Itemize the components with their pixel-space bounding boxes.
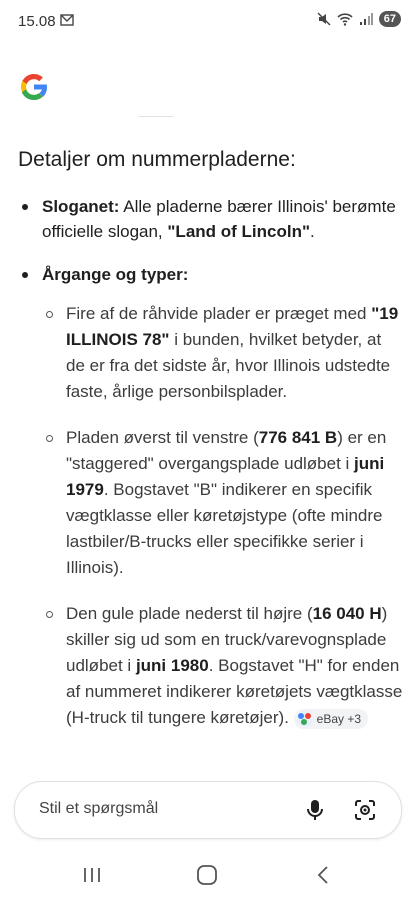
sub2-text-2: ) er en "staggered" overgangsplade udløbet i: [66, 428, 387, 473]
slogan-quote: "Land of Lincoln": [167, 222, 311, 241]
back-icon[interactable]: [312, 864, 336, 886]
sub1-bold-1: "19 ILLINOIS 78": [66, 304, 399, 349]
sub1-text-2: i bunden, hvilket betyder, at de er fra det sidste år, hvor Illinois udstedte faste, årlige personbilsplader.: [66, 330, 391, 401]
home-icon[interactable]: [195, 864, 219, 886]
status-bar: [0, 0, 415, 44]
scroll-fade: [0, 760, 415, 780]
years-label: Årgange og typer:: [42, 265, 189, 284]
sub2-text-3: . Bogstavet "B" indikerer en specifik vægtklasse eller køretøjstype (ofte mindre lastbiler/B-trucks eller specifikke serier i Illinois).: [66, 480, 383, 577]
sub-item-yellow-plate: [42, 601, 403, 731]
sub3-bold-2: juni 1980: [135, 656, 209, 675]
drag-handle-divider: [138, 116, 174, 117]
recent-apps-icon[interactable]: [80, 864, 104, 886]
answer-heading: Detaljer om nummerpladerne:: [18, 148, 296, 171]
signal-icon: [358, 11, 374, 27]
sub2-bold-1: 776 841 B: [258, 428, 338, 447]
list-item-years: [18, 262, 403, 731]
source-favicon-icon: [297, 711, 313, 727]
google-logo-icon[interactable]: [17, 70, 51, 104]
mail-icon: [60, 14, 74, 26]
battery-indicator: 67: [379, 11, 401, 27]
source-chip[interactable]: [294, 709, 368, 729]
mute-icon: [316, 11, 332, 27]
sub-item-white-plates: [42, 301, 403, 405]
sub-list: [42, 301, 403, 731]
sub3-text-3: . Bogstavet "H" for enden af nummeret indikerer køretøjets vægtklasse (H-truck til tungere køretøjer).: [66, 656, 403, 727]
bullet-list: [18, 194, 403, 731]
microphone-icon[interactable]: [304, 798, 326, 822]
sub1-text-1: Fire af de råhvide plader er præget med: [66, 304, 372, 323]
system-nav-bar: [0, 850, 415, 900]
clock: 15.08: [18, 13, 56, 30]
sub3-text-2: ) skiller sig ud som en truck/varevognsplade udløbet i: [66, 604, 388, 675]
slogan-end: .: [310, 222, 315, 241]
sub3-text-1: Den gule plade nederst til højre (: [66, 604, 313, 623]
wifi-icon: [337, 11, 353, 27]
slogan-label: Sloganet:: [42, 197, 120, 216]
sub2-bold-2: juni 1979: [66, 454, 385, 499]
ask-input-placeholder[interactable]: Stil et spørgsmål: [39, 800, 159, 817]
status-icons: [316, 11, 401, 27]
ask-input-bar[interactable]: [14, 781, 402, 839]
sub-item-top-left-plate: [42, 425, 403, 581]
google-lens-icon[interactable]: [353, 798, 377, 822]
source-chip-label: eBay +3: [316, 711, 362, 726]
list-item-slogan: [18, 194, 403, 244]
answer-content: [18, 146, 403, 751]
sub3-bold-1: 16 040 H: [312, 604, 382, 623]
sub2-text-1: Pladen øverst til venstre (: [66, 428, 259, 447]
slogan-text: Alle pladerne bærer Illinois' berømte officielle slogan,: [42, 197, 396, 241]
